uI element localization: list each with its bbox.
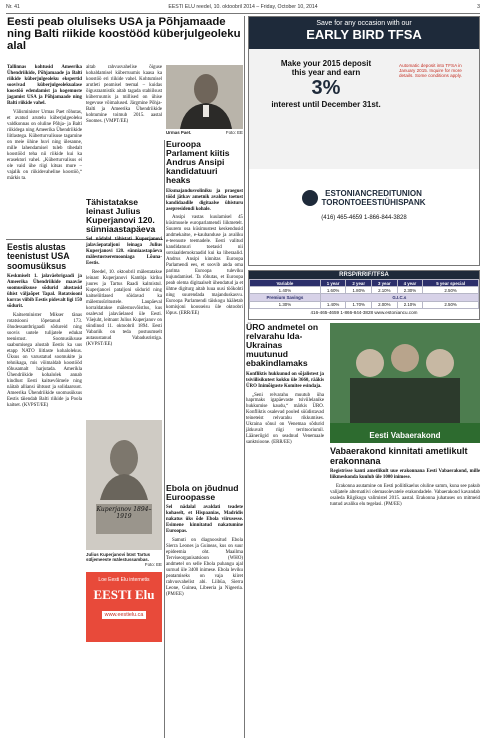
photo-credit: Foto: EE — [225, 130, 243, 135]
caption-text: Urmas Paet. — [166, 130, 192, 135]
subscribe-url[interactable]: www.eestielu.ca — [102, 611, 147, 619]
article-column — [7, 243, 82, 738]
article-column — [86, 198, 162, 416]
table-row — [250, 301, 479, 308]
party-photo — [330, 323, 480, 423]
ad-top-line: Save for any occasion with our — [316, 20, 412, 27]
rates-table — [249, 279, 479, 309]
table-header: 2 year — [346, 280, 372, 287]
article-body: Ansipi vastas kuulamisel 45 küsimusele europarlamendi liikmetelt. Suurem osa küsimustest keskendusid andmekaitse, e-kaubanduse ja avaliku e-teenuste teemadele. Eesti valitud kandidatuuri toetasid nii sotsiaaldemokraadid kui ka liberaalid. Andrus Ansipi kinnitas Euroopa Parlamendi ees, et soovib anda oma parima Euroopa tuleviku kujundamisel. Ta rõhutas, et Euroopa peab olema digitaalselt ühendatud ja et ühtne digiturg aitab luua uusi töökohti ning suurendada majanduskasvu. Euroopa Parlamendi täiskogu hääletab komisjoni koosseisu üle oktoobri lõpus. (ERR/EE) — [166, 215, 243, 317]
masthead-date: EESTI ELU reedel, 10. oktoobril 2014 – Friday, October 10, 2014 — [168, 4, 318, 10]
subscribe-brand: EESTI Elu — [93, 587, 155, 602]
article-headline: ÜRO andmetel on relvarahu Ida-Ukrainas muutunud ebakindlamaks — [246, 322, 319, 369]
article-body-column — [7, 65, 82, 237]
ad-line: this year and earn — [291, 68, 361, 77]
column-divider — [164, 140, 165, 738]
column-divider — [244, 16, 245, 738]
vabaerakond-ad[interactable] — [330, 323, 480, 739]
table-cell: 2.10% — [397, 301, 423, 308]
ad-offer — [261, 59, 391, 109]
article-lead: Registrisse kanti ametlikult uue erakonnana Eesti Vabaerakond, mille liikmeskonda kuulub üle 1000 inimese. — [330, 469, 480, 481]
bank-logo-line — [249, 189, 479, 207]
article-headline: Euroopa Parlament kiitis Andrus Ansipi kandidatuuri heaks — [166, 139, 230, 186]
article-lead: Eksmajandusvoliniku ja praegust tööd jätkav ametnik avaldas toetust kandidaadile digitaalse ühisturu asepresidendi kohale. — [166, 188, 243, 212]
bank-name: TORONTOEESTIÜHISPANK — [321, 198, 426, 207]
table-header: 3 year — [372, 280, 398, 287]
article-lead: Sel nädalal avaldati teadete kohaselt, et Hispaanias, Madridis nakatus üks õde Ebola viirusesse. Esimene kinnitatud nakatumine Euroopas. — [166, 505, 243, 535]
article-body: Erakonna asutamine on Eesti poliitikaelus oluline samm, kuna see pakub valijatele alternatiivi olemasolevatele erakondadele. Vabaerakond kavandab osaleda Riigikogu valimistel 2015. aastal. Erakonna juhatuses on mitmeid tuntud avaliku elu tegelasi. (PM/EE) — [330, 484, 480, 507]
party-name: Eesti Vabaerakond — [369, 431, 441, 440]
table-header: 4 year — [397, 280, 423, 287]
table-cell: 1.80% — [346, 287, 372, 294]
article-column — [246, 323, 324, 738]
table-cell: 1.70% — [346, 301, 372, 308]
ad-footer — [249, 169, 479, 261]
article-lead: Tallinnas kohtusid Ameerika Ühendriikide, Põhjamaade ja Balti riikide küberjulgeoleku ekspertid soovivad küberjulgeolekualase koostöö edendamist ja kogemuste jagamist USA ja Põhjamaade ning Balti riikide vahel. — [7, 65, 82, 106]
table-header: 5 year special — [423, 280, 479, 287]
bank-name: ESTONIANCREDITUNION — [325, 189, 422, 198]
bust-inscription: Kuperjanov 1894–1919 — [96, 506, 152, 520]
bank-logo-icon — [302, 190, 318, 206]
table-cell: 1.40% — [250, 287, 321, 294]
article-headline: Eesti peab oluliseks USA ja Põhjamaade ning Balti riikide koostööd küberjulgeoleku alal — [7, 16, 241, 53]
article-body: Reedel, 10. oktoobril mälestatakse leinast Kuperjanovi Kambja kiriku juures ja Tartus Raadi kalmistul. Kuperjanovi pataljoni sõdurid ning kaitseliitlased sõidavad ka mälestusüritustele. Laupäeval korraldatakse mälestusvõistlus, kus osalevad jalaväelased üle Eesti. Väejuht, leitnant Julius Kuperjanov on sündinud 11. oktoobril 1894. Eesti Vabariik on teda postuumselt autasustanud Vabadusristiga. (KVPST/EE) — [86, 270, 162, 348]
table-cell: 1.30% — [250, 301, 321, 308]
rates-ad[interactable] — [248, 270, 480, 320]
rates-title: RRSP/RRIF/TFSA — [249, 271, 479, 279]
subscribe-box[interactable] — [86, 572, 162, 642]
photo-credit: Foto: EE — [144, 562, 162, 567]
table-row — [250, 294, 479, 301]
table-cell: 2.50% — [423, 287, 479, 294]
portrait-photo — [166, 65, 243, 129]
article-lead: Sel nädalal tähistati Kuperjanovi jalaväepataljoni leinaga Julius Kuperjanovi 120. sünniaastapäeva mälestustseremooniaga Lõuna-Eestis. — [86, 237, 162, 267]
article-headline: Vabaerakond kinnitati ametlikult erakonnana — [330, 446, 468, 466]
table-cell: 2.10% — [372, 287, 398, 294]
table-header-row — [250, 280, 479, 287]
article-column — [166, 484, 243, 738]
tfsa-ad[interactable] — [248, 16, 480, 266]
ad-note: Automatic deposit into TFSA in January 2015. Inquire for more details. Some conditions apply. — [399, 63, 462, 78]
table-cell: 2.30% — [397, 287, 423, 294]
page-number-right: 3 — [477, 4, 480, 10]
bust-photo — [86, 420, 162, 550]
caption-text: Julius Kuperjanovi büst Tartus süljemeeste mälestussambas. — [86, 552, 151, 562]
ad-rate: 3% — [311, 77, 341, 99]
page-header — [6, 4, 480, 12]
article-body: Samuti on diagnoositud Ebola Sierra Leones ja Guineas, kus on suur epideemia oht. Maailma Terviseorganisatsioon (WHO) andmetel on selle Ebola puhangu ajal surnud üle 3400 inimese. Ebola leviku peatamiseks on vaja kiiret rahvusvahelist abi. Liibüa, Sierra Leone, Guinea, Libeeria ja Nigeeria. (PM/EE) — [166, 538, 243, 597]
article-headline: Ebola on jõudnud Euroopasse — [166, 483, 239, 503]
table-header: 1 year — [320, 280, 346, 287]
table-cell: 1.60% — [320, 287, 346, 294]
article-body: „Seni relvarahu muutub üha haprmaks igapäevaste tsiviilelanike hukkumise kaudu,“ märkis ÜRO. Konfliktis osalevad pooled süüdistavad teineteist relvarahu rikkumises. Ukraina sõnul on Venemaa sõdurid jätkuvalt riigi territooriumil. Lääneriigid on seadnud Venemaale sanktsioone. (ERR/EE) — [246, 392, 324, 446]
article-body: Välisminister Urmas Paet rõhutas, et avatud arutelu küberjulgeoleku valdkonnas on oluline Põhja- ja Balti riikidega ning Ameerika Ühendriikide liitlastega. Küberturvalisuse tagamine on meie ühine huvi ning ülesanne, mille lahendamisel tuleb tihedalt koostööd teha nii riikide kui ka erasektori vahel. „Küberturvalisus ei ole vaid ühe riigi kitsas mure – vajalik on riikidevaheline koostöö,“ märkis ta. — [7, 109, 82, 181]
article-headline: Eestis alustas teenistust USA soomusüksus — [7, 242, 70, 271]
table-row — [250, 287, 479, 294]
article-body-column — [86, 65, 162, 195]
article-body: Kaitseminister Mikser tänas rotatsiooni lõpetanud 173. õhudessantbrigaadi sõdureid ning soovis uutele tulijatele edukat teenistust. Soomusüksuse saabumisega alustab Eestis ka uus etapp NATO liitlaste kohalolekus. Üksus on varustatud soomukite ja tehnikaga, mis võimaldab koostööd tõhusamalt harjutada. Amerikla Ühendriikide kohalolek annab kindlust Eesti kaitsevõimele ning näitab alliansi ühtsust ja solidaarsust. Ameerika Ühendriikide soomusüksus Eestis täiendab Balti riikide ja Poola kaitset. (KVPST/EE) — [7, 312, 82, 408]
ad-banner — [249, 17, 479, 49]
table-cell: 2.00% — [372, 301, 398, 308]
ad-line: Make your 2015 deposit — [280, 59, 372, 68]
article-lead: Keskmiselt 1. jalaväebrigaadi ja Ameerika Ühendriikide maaväe soomusüksuse sõdurid alustasid ühist väljaõpet Tapal. Rotatsiooni korras viibib Eestis pidevalt ligi 150 sõdurit. — [7, 273, 82, 309]
photo-caption — [86, 552, 162, 566]
table-header: Variable — [250, 280, 321, 287]
article-lead: Konfliktis hukkunud on sõjalistest ja tsiviilisikutest kokku üle 3660, rääkis ÜRO Inimõiguste Komitee esindaja. — [246, 371, 324, 389]
article-body: aitab rahvusvahelise õiguse kohaldamisel küberruumis kaasa ka koostöö eri riikide vahel. Kohtumisel arutleti peamisel teemal – kuidas õigusraamistik aitab tagada stabiilsust küberruumis ja millised on ühise tegevuse võimalused. Järgmine Põhja-Balti ja Ameerika Ühendriikide kohtumine toimub 2015. aastal Soomes. (VMPT/EE) — [86, 65, 162, 124]
party-banner — [330, 323, 480, 443]
ad-line: interest until December 31st. — [271, 100, 381, 109]
subscribe-line: Loe Eesti Elu internetis — [98, 577, 150, 583]
bank-contact: (416) 465-4659 1-866-844-3828 — [321, 215, 407, 221]
rates-contact: 416-465-4659 1-866-844-3828 www.estoniancu.com — [310, 309, 418, 315]
ad-title: EARLY BIRD TFSA — [306, 27, 422, 42]
table-cell: 2.50% — [423, 301, 479, 308]
header-divider — [6, 13, 480, 14]
premium-label: Premium Savings — [250, 294, 321, 301]
gic-label: G.I.C.s — [320, 294, 478, 301]
article-column — [166, 140, 243, 480]
page-number-left: Nr. 41 — [6, 4, 20, 10]
article-headline: Tähistatakse leinast Julius Kuperjanovi 120. sünniaastapäeva — [86, 197, 156, 235]
photo-caption — [166, 130, 243, 137]
table-cell: 1.40% — [320, 301, 346, 308]
